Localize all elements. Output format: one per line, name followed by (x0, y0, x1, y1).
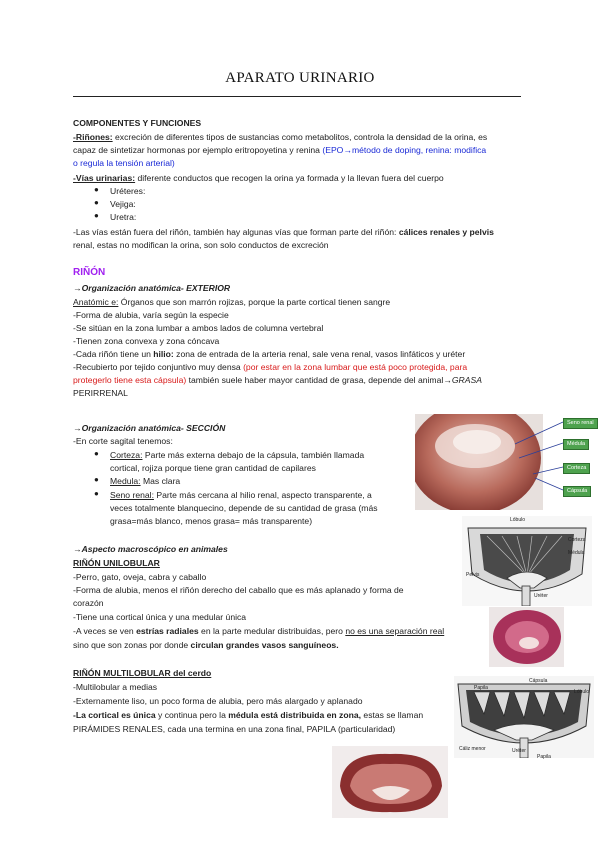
corteza-line-2: cortical, rojiza porque tiene gran cantidad de capilares (110, 463, 316, 473)
seno-line-2: veces totalmente blanquecino, depende de su cantidad de grasa (más (110, 503, 378, 513)
label-capsula: Cápsula (563, 486, 591, 497)
pig-kidney-photo (332, 746, 448, 818)
multi-cort-a: -La cortical es única (73, 710, 156, 720)
bullet-dot: ● (94, 489, 99, 498)
unilobular-kidney-photo (489, 607, 564, 667)
diag-multi-papila-2: Papila (537, 754, 551, 760)
rinones-blue-1: (EPO→método de doping, renina: modifica (322, 145, 487, 155)
rinones-text: excreción de diferentes tipos de sustancias como metabolitos, controla la densidad de la orina, es (112, 132, 488, 142)
rinones-line-1 (73, 131, 487, 143)
unilob-line-2: -Forma de alubia, menos el riñón derecho del caballo que es más aplanado y forma de (73, 585, 404, 595)
ext-anatomic (73, 296, 390, 308)
label-leader-lines (505, 418, 565, 498)
multi-line-1: -Multilobular a medias (73, 682, 158, 692)
multi-cort-b: y continua pero la (155, 710, 229, 720)
multi-cort-c: médula está distribuida en zona, (228, 710, 362, 720)
ext-recub-b: también suele haber mayor cantidad de grasa, depende del animal→ (186, 375, 452, 385)
multilobular-heading: RIÑÓN MULTILOBULAR del cerdo (73, 668, 212, 678)
diag-multi-lobulo: Lóbulo (574, 689, 590, 695)
exterior-heading: →Organización anatómica- EXTERIOR (73, 283, 231, 293)
ext-recub-1 (73, 361, 467, 373)
unilob-estrias-c: en la parte medular distribuidas, pero (198, 626, 346, 636)
unilob-estrias-a: -A veces se ven (73, 626, 137, 636)
vias-item-ureteres: Uréteres: (110, 186, 146, 196)
unilob-estrias-2 (73, 639, 339, 651)
rinones-blue-2: o regula la tensión arterial) (73, 158, 175, 168)
bullet-dot: ● (94, 198, 99, 207)
ext-recub-a: -Recubierto por tejido conjuntivo muy densa (73, 362, 244, 372)
diag-multi-papila: Papila (474, 685, 488, 691)
multi-line-2: -Externamente liso, un poco forma de alubia, pero más alargado y aplanado (73, 696, 363, 706)
label-medula: Médula (563, 439, 589, 450)
bullet-dot: ● (94, 185, 99, 194)
seccion-intro: -En corte sagital tenemos: (73, 436, 173, 446)
rinones-label: -Riñones: (73, 132, 113, 142)
diag-multi-capsula: Cápsula (529, 678, 548, 684)
unilobular-diagram (462, 516, 592, 606)
title-divider (73, 96, 521, 97)
vias-note-1 (73, 226, 494, 238)
unilob-estrias-b: estrías radiales (136, 626, 199, 636)
ext-recub-c: GRASA (451, 375, 482, 385)
ext-anatomic-label: Anatómic e: (73, 297, 119, 307)
diag-uni-medula: Médula (568, 550, 585, 556)
bullet-dot: ● (94, 475, 99, 484)
corteza-line-1 (110, 449, 364, 461)
diag-uni-corteza: Corteza (568, 537, 586, 543)
ext-line-2: -Se sitúan en la zona lumbar a ambos lados de columna vertebral (73, 323, 324, 333)
unilob-line-3: corazón (73, 598, 104, 608)
unilobular-heading: RIÑÓN UNILOBULAR (73, 558, 160, 568)
ext-recub-red-2: protegerlo tiene esta cápsula) (73, 375, 187, 385)
ext-hilio-c: zona de entrada de la arteria renal, sale vena renal, vasos linfáticos y uréter (173, 349, 466, 359)
ext-recub-red-1: (por estar en la zona lumbar que está poco protegida, para (243, 362, 468, 372)
rinon-heading: RIÑÓN (73, 267, 106, 278)
seccion-heading: →Organización anatómica- SECCIÓN (73, 423, 226, 433)
ext-hilio-b: hilio: (153, 349, 174, 359)
vias-text: diferente conductos que recogen la orina ya formada y la llevan fuera del cuerpo (135, 173, 444, 183)
ext-recub-3: PERIRRENAL (73, 388, 128, 398)
diag-multi-ureter: Uréter (512, 748, 526, 754)
vias-item-uretra: Uretra: (110, 212, 137, 222)
vias-note-1b: cálices renales y pelvis (398, 227, 494, 237)
medula-line (110, 475, 180, 487)
components-heading: COMPONENTES Y FUNCIONES (73, 118, 202, 128)
vias-note-1a: -Las vías están fuera del riñón, también hay algunas vías que forman parte del riñón: (73, 227, 399, 237)
bullet-dot: ● (94, 449, 99, 458)
rinones-line-2 (73, 144, 486, 156)
ext-recub-2 (73, 374, 482, 386)
unilob-estrias-1 (73, 625, 444, 637)
macro-heading: →Aspecto macroscópico en animales (73, 544, 228, 554)
label-corteza: Corteza (563, 463, 590, 474)
vias-label: -Vías urinarias: (73, 173, 136, 183)
seno-line-1 (110, 489, 372, 501)
vias-item-vejiga: Vejiga: (110, 199, 136, 209)
medula-label: Medula: (110, 476, 141, 486)
ext-hilio-a: -Cada riñón tiene un (73, 349, 154, 359)
page-title: APARATO URINARIO (225, 70, 375, 86)
medula-text: Mas clara (140, 476, 181, 486)
label-seno-renal: Seno renal (563, 418, 598, 429)
ext-line-3: -Tienen zona convexa y zona cóncava (73, 336, 220, 346)
unilob-line-4: -Tiene una cortical única y una medular única (73, 612, 247, 622)
bullet-dot: ● (94, 211, 99, 220)
corteza-label: Corteza: (110, 450, 143, 460)
rinones-text-2: capaz de sintetizar hormonas por ejemplo eritropoyetina y renina (73, 145, 323, 155)
unilob-estrias-e: sino que son zonas por donde (73, 640, 191, 650)
unilob-estrias-f: circulan grandes vasos sanguíneos. (190, 640, 339, 650)
unilob-line-1: -Perro, gato, oveja, cabra y caballo (73, 572, 207, 582)
vias-line (73, 172, 444, 184)
diag-uni-pelvis: Pelvis (466, 572, 480, 578)
ext-hilio (73, 348, 465, 360)
diag-multi-caliz-menor: Cáliz menor (459, 746, 486, 752)
unilob-estrias-d: no es una separación real (345, 626, 445, 636)
seno-label: Seno renal: (110, 490, 154, 500)
multi-cort-d: estas se llaman (361, 710, 424, 720)
corteza-text-1: Parte más externa debajo de la cápsula, también llamada (142, 450, 365, 460)
multi-cort-2: PIRÁMIDES RENALES, cada una termina en una zona final, PAPILA (particularidad) (73, 724, 396, 734)
seno-text-1: Parte más cercana al hilio renal, aspecto transparente, a (153, 490, 372, 500)
ext-anatomic-text: Órganos que son marrón rojizas, porque la parte cortical tienen sangre (118, 297, 391, 307)
ext-line-1: -Forma de alubia, varía según la especie (73, 310, 229, 320)
seno-line-3: grasa=más blanco, menos grasa= más transparente) (110, 516, 313, 526)
diag-uni-ureter: Uréter (534, 593, 548, 599)
vias-note-2: renal, estas no modifican la orina, son solo conductos de excreción (73, 240, 329, 250)
multi-cort-1 (73, 709, 423, 721)
diag-uni-lobulo: Lóbulo (510, 517, 526, 523)
